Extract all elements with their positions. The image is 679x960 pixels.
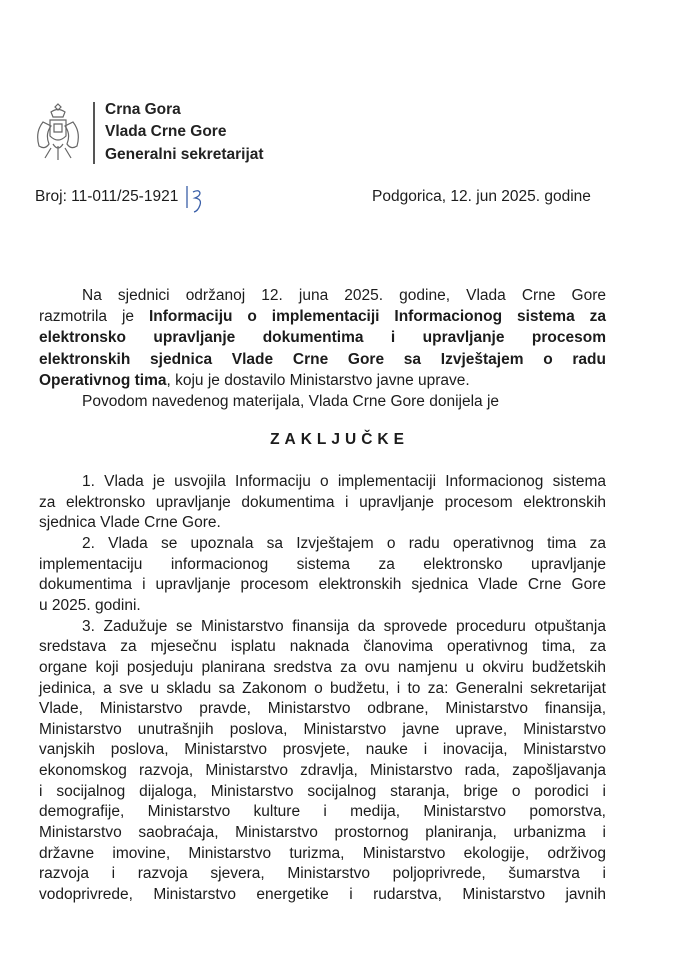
conclusion-line: 1. Vlada je usvojila Informaciju o implementaciji Informacionog sistema	[82, 473, 606, 490]
conclusion-line: demografije, Ministarstvo kulture i medija, Ministarstvo pomorstva,	[39, 803, 606, 821]
conclusion-line: 3. Zadužuje se Ministarstvo finansija da sprovede proceduru otpuštanja	[82, 617, 606, 635]
conclusion-line: razvoja i razvoja sjevera, Ministarstvo poljoprivrede, šumarstva i	[39, 865, 606, 883]
intro-line: Na sjednici održanoj 12. juna 2025. godine, Vlada Crne Gore	[82, 287, 606, 304]
conclusion-line: jedinica, a sve u skladu sa Zakonom o budžetu, i to za: Generalni sekretarijat	[39, 679, 606, 697]
header-divider	[93, 102, 95, 164]
conclusion-line: implementaciju informacionog sistema za elektronsko upravljanje	[39, 555, 606, 573]
conclusion-line: vodoprivrede, Ministarstvo energetike i rudarstva, Ministarstvo javnih	[39, 886, 606, 903]
intro-line: Povodom navedenog materijala, Vlada Crne Gore donijela je	[82, 393, 500, 410]
conclusion-line: i socijalnog dijaloga, Ministarstvo socijalnog staranja, brige o porodici i	[39, 782, 606, 800]
conclusion-line: sredstava za mjesečnu isplatu naknada članovima operativnog tima, za	[39, 638, 606, 656]
conclusion-line: u 2025. godini.	[39, 596, 141, 614]
conclusion-line: 2. Vlada se upoznala sa Izvještajem o radu operativnog tima za	[82, 534, 606, 552]
conclusion-line: Ministarstvo unutrašnjih poslova, Ministarstvo javne uprave, Ministarstvo	[39, 720, 606, 738]
intro-line: elektronsko upravljanje dokumentima i upravljanje procesom	[39, 329, 606, 346]
conclusion-line: sjednica Vlade Crne Gore.	[39, 514, 221, 532]
conclusion-line: Vlade, Ministarstvo pravde, Ministarstvo odbrane, Ministarstvo finansija,	[39, 700, 606, 718]
conclusions-title: ZAKLJUČKE	[270, 431, 409, 448]
intro-line: Operativnog tima, koju je dostavilo Ministarstvo javne uprave.	[39, 372, 470, 389]
conclusion-line: dokumentima i upravljanje procesom elektronskih sjednica Vlade Crne Gore	[39, 576, 606, 594]
intro-line: razmotrila je Informaciju o implementaciji Informacionog sistema za	[39, 308, 606, 325]
conclusion-line: organe koji posjeduju planirana sredstva za ovu namjenu u okviru budžetskih	[39, 658, 606, 676]
montenegro-coat-of-arms-logo	[33, 102, 83, 164]
conclusion-line: Ministarstvo saobraćaja, Ministarstvo prostornog planiranja, urbanizma i	[39, 824, 606, 842]
office-name: Generalni sekretarijat	[105, 146, 264, 163]
reference-number: Broj: 11-011/25-1921	[35, 188, 179, 205]
intro-line: elektronskih sjednica Vlade Crne Gore sa Izvještajem o radu	[39, 351, 606, 368]
conclusion-line: ekonomskog razvoja, Ministarstvo zdravlja, Ministarstvo rada, zapošljavanja	[39, 762, 606, 780]
country-name: Crna Gora	[105, 101, 181, 118]
place-and-date: Podgorica, 12. jun 2025. godine	[372, 188, 591, 205]
conclusion-line: državne imovine, Ministarstvo turizma, Ministarstvo ekologije, održivog	[39, 844, 606, 862]
conclusion-line: vanjskih poslova, Ministarstvo prosvjete, nauke i inovacija, Ministarstvo	[39, 741, 606, 759]
conclusion-line: za elektronsko upravljanje dokumentima i upravljanje procesom elektronskih	[39, 493, 606, 511]
government-name: Vlada Crne Gore	[105, 123, 227, 140]
handwritten-number	[184, 184, 206, 214]
